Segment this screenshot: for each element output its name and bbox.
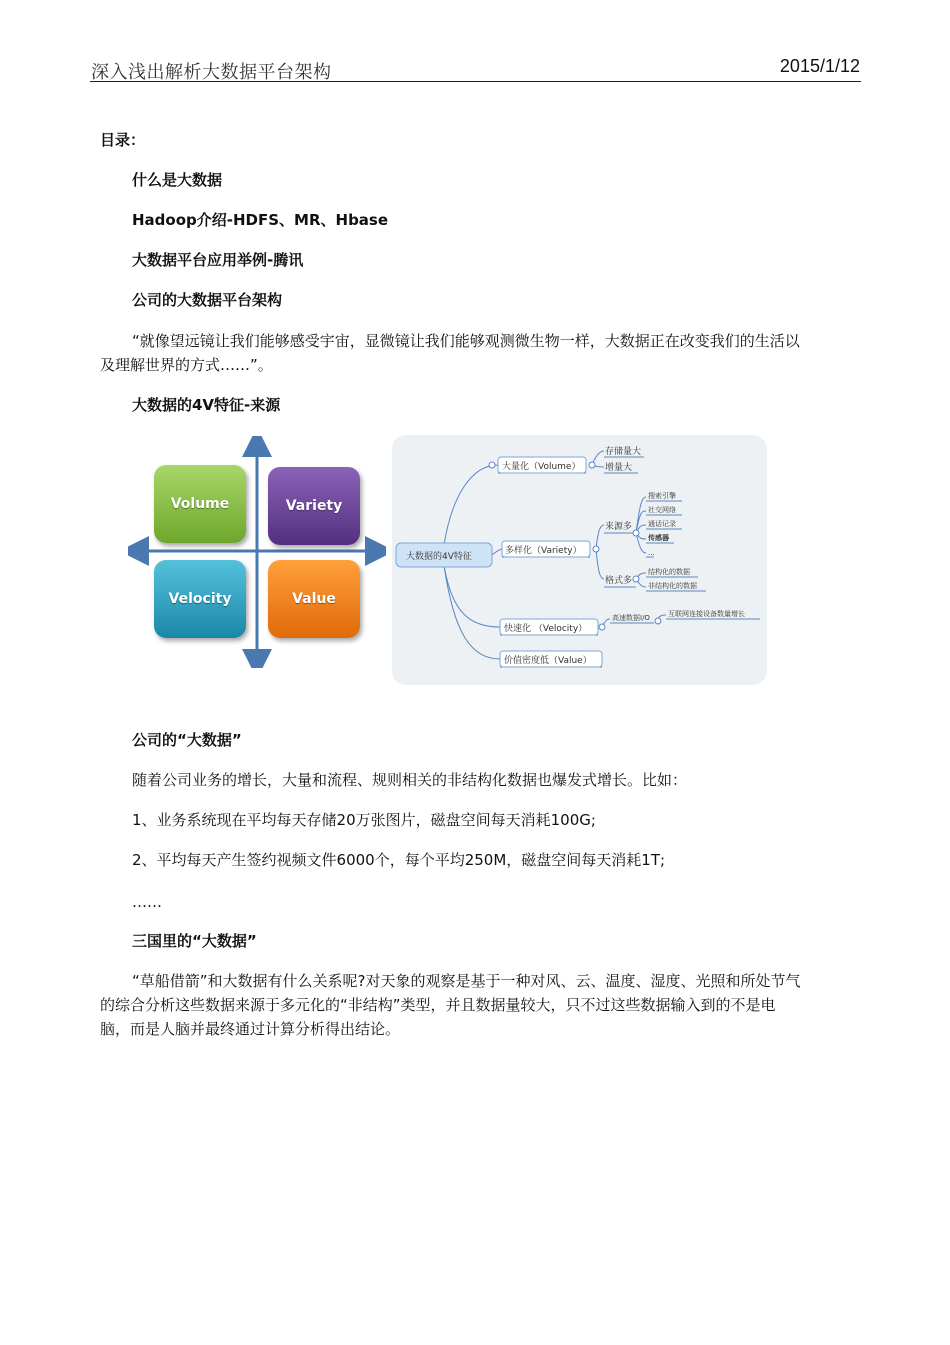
company-item-2: 2、平均每天产生签约视频文件6000个，每个平均250M，磁盘空间每天消耗1T; (132, 851, 666, 869)
mindmap-velocity-child: 高速数据I/O (612, 614, 650, 622)
page-header (90, 56, 861, 82)
mindmap-volume-child-2: 增量大 (605, 463, 633, 473)
mindmap-source-3: 通话记录 (648, 520, 676, 528)
sanguo-line-1: “草船借箭”和大数据有什么关系呢?对天象的观察是基于一种对风、云、温度、湿度、光照和所处节气 (132, 972, 801, 990)
mindmap-source-5: ... (648, 549, 655, 557)
tile-velocity: Velocity (154, 560, 246, 638)
header-title: 深入浅出解析大数据平台架构 (91, 62, 332, 83)
tile-volume: Volume (154, 465, 246, 543)
section-company-heading: 公司的“大数据” (132, 731, 242, 749)
sanguo-line-2: 的综合分析这些数据来源于多元化的“非结构”类型，并且数据量较大，只不过这些数据输入到的不是电 (100, 996, 776, 1014)
sanguo-line-3: 脑，而是人脑并最终通过计算分析得出结论。 (100, 1020, 401, 1038)
4v-mindmap (392, 435, 767, 685)
toc-item-1: 什么是大数据 (132, 171, 223, 189)
mindmap-source-2: 社交网络 (648, 506, 676, 514)
mindmap-svg (392, 435, 767, 685)
toc-heading: 目录： (100, 131, 146, 149)
header-date: 2015/1/12 (779, 56, 860, 76)
mindmap-volume-child-1: 存储量大 (605, 447, 642, 457)
mindmap-source-many: 来源多 (605, 522, 633, 532)
company-item-1: 1、业务系统现在平均每天存储20万张图片，磁盘空间每天消耗100G; (132, 811, 596, 829)
mindmap-format-many: 格式多 (605, 576, 633, 586)
mindmap-volume: 大量化（Volume） (502, 462, 581, 472)
mindmap-root: 大数据的4V特征 (406, 552, 472, 562)
quote-line-2: 及理解世界的方式……”。 (100, 356, 273, 374)
mindmap-velocity-grandchild: 互联网连接设备数量增长 (668, 610, 745, 618)
tile-value: Value (268, 560, 360, 638)
mindmap-velocity: 快速化 （Velocity） (504, 624, 588, 634)
toc-item-4: 公司的大数据平台架构 (132, 291, 283, 309)
toc-item-2: Hadoop介绍-HDFS、MR、Hbase (132, 211, 389, 229)
company-ellipsis: …… (132, 893, 162, 911)
section-4v-heading: 大数据的4V特征-来源 (132, 396, 281, 414)
toc-item-3: 大数据平台应用举例-腾讯 (132, 251, 304, 269)
mindmap-format-2: 非结构化的数据 (648, 582, 697, 590)
quote-line-1: “就像望远镜让我们能够感受宇宙，显微镜让我们能够观测微生物一样，大数据正在改变我们的生活以 (132, 332, 800, 350)
section-sanguo-heading: 三国里的“大数据” (132, 932, 257, 950)
mindmap-source-1: 搜索引擎 (648, 492, 676, 500)
mindmap-format-1: 结构化的数据 (648, 568, 690, 576)
mindmap-variety: 多样化（Variety） (505, 546, 582, 556)
4v-quadrant-graphic (128, 436, 386, 668)
mindmap-source-4: 传感器 (648, 534, 669, 542)
mindmap-value: 价值密度低（Value） (504, 656, 592, 666)
tile-variety: Variety (268, 467, 360, 545)
company-intro: 随着公司业务的增长，大量和流程、规则相关的非结构化数据也爆发式增长。比如： (132, 771, 688, 789)
